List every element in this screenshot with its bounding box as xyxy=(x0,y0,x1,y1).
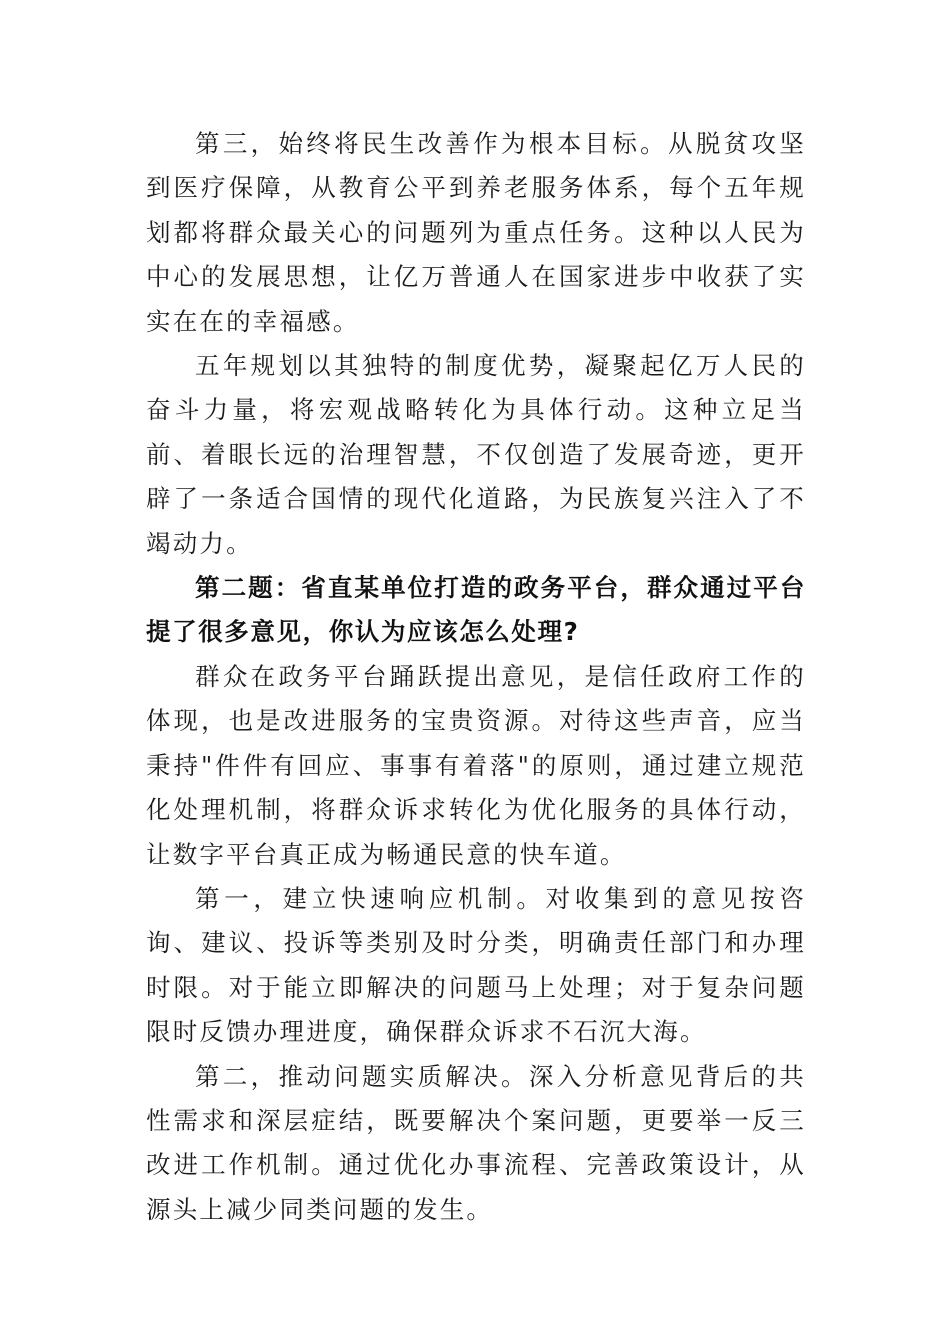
document-body xyxy=(146,122,806,1232)
paragraph-substantive-solution: 第二，推动问题实质解决。深入分析意见背后的共性需求和深层症结，既要解决个案问题，更要举一反三改进工作机制。通过优化办事流程、完善政策设计，从源头上减少同类问题的发生。 xyxy=(146,1061,806,1224)
paragraph-rapid-response: 第一，建立快速响应机制。对收集到的意见按咨询、建议、投诉等类别及时分类，明确责任部门和办理时限。对于能立即解决的问题马上处理；对于复杂问题限时反馈办理进度，确保群众诉求不石沉大海。 xyxy=(146,883,806,1047)
paragraph-public-opinion-intro: 群众在政务平台踊跃提出意见，是信任政府工作的体现，也是改进服务的宝贵资源。对待这些声音，应当秉持"件件有回应、事事有着落"的原则，通过建立规范化处理机制，将群众诉求转化为优化服务的具体行动，让数字平台真正成为畅通民意的快车道。 xyxy=(146,661,806,869)
paragraph-five-year-plan-summary: 五年规划以其独特的制度优势，凝聚起亿万人民的奋斗力量，将宏观战略转化为具体行动。这种立足当前、着眼长远的治理智慧，不仅创造了发展奇迹，更开辟了一条适合国情的现代化道路，为民族复兴注入了不竭动力。 xyxy=(146,351,806,558)
paragraph-livelihood-goal: 第三，始终将民生改善作为根本目标。从脱贫攻坚到医疗保障，从教育公平到养老服务体系，每个五年规划都将群众最关心的问题列为重点任务。这种以人民为中心的发展思想，让亿万普通人在国家进步中收获了实实在在的幸福感。 xyxy=(146,129,806,336)
question-two-heading: 第二题：省直某单位打造的政务平台，群众通过平台提了很多意见，你认为应该怎么处理? xyxy=(146,573,806,647)
